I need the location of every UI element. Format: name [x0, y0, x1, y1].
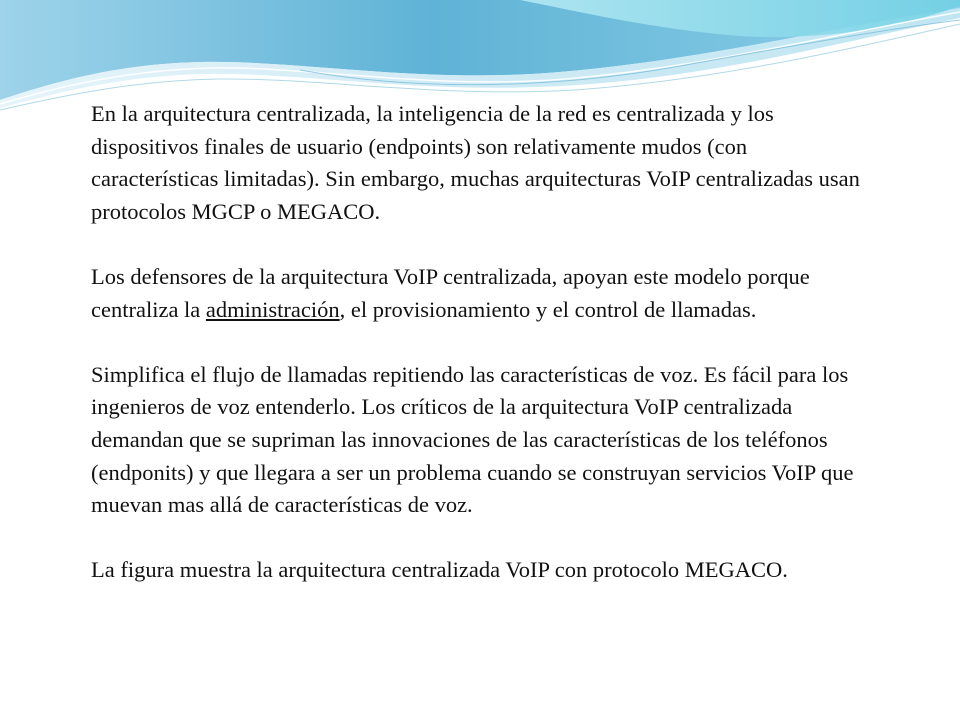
paragraph-3: Simplifica el flujo de llamadas repitiendo las características de voz. Es fácil para los ingenieros de voz entenderlo. Los críticos de la arquitectura VoIP centralizada demandan que se supriman las innovaciones de las características de los teléfonos (endponits) y que llegara a ser un problema cuando se construyan servicios VoIP que muevan mas allá de características de voz. [91, 361, 854, 518]
paragraph-2-before: Los defensores de la arquitectura VoIP centralizada, apoyan este modelo porque centraliza la [91, 263, 810, 322]
paragraph-2 [91, 261, 866, 326]
paragraph-2-after: , el provisionamiento y el control de llamadas. [339, 296, 757, 322]
paragraph-1: En la arquitectura centralizada, la inteligencia de la red es centralizada y los dispositivos finales de usuario (endpoints) son relativamente mudos (con características limitadas). Sin embargo, muchas arquitecturas VoIP centralizadas usan protocolos MGCP o MEGACO. [91, 101, 860, 224]
paragraph-4: La figura muestra la arquitectura centralizada VoIP con protocolo MEGACO. [91, 557, 788, 583]
body-text [91, 98, 866, 587]
administracion-link[interactable]: administración [205, 296, 340, 322]
